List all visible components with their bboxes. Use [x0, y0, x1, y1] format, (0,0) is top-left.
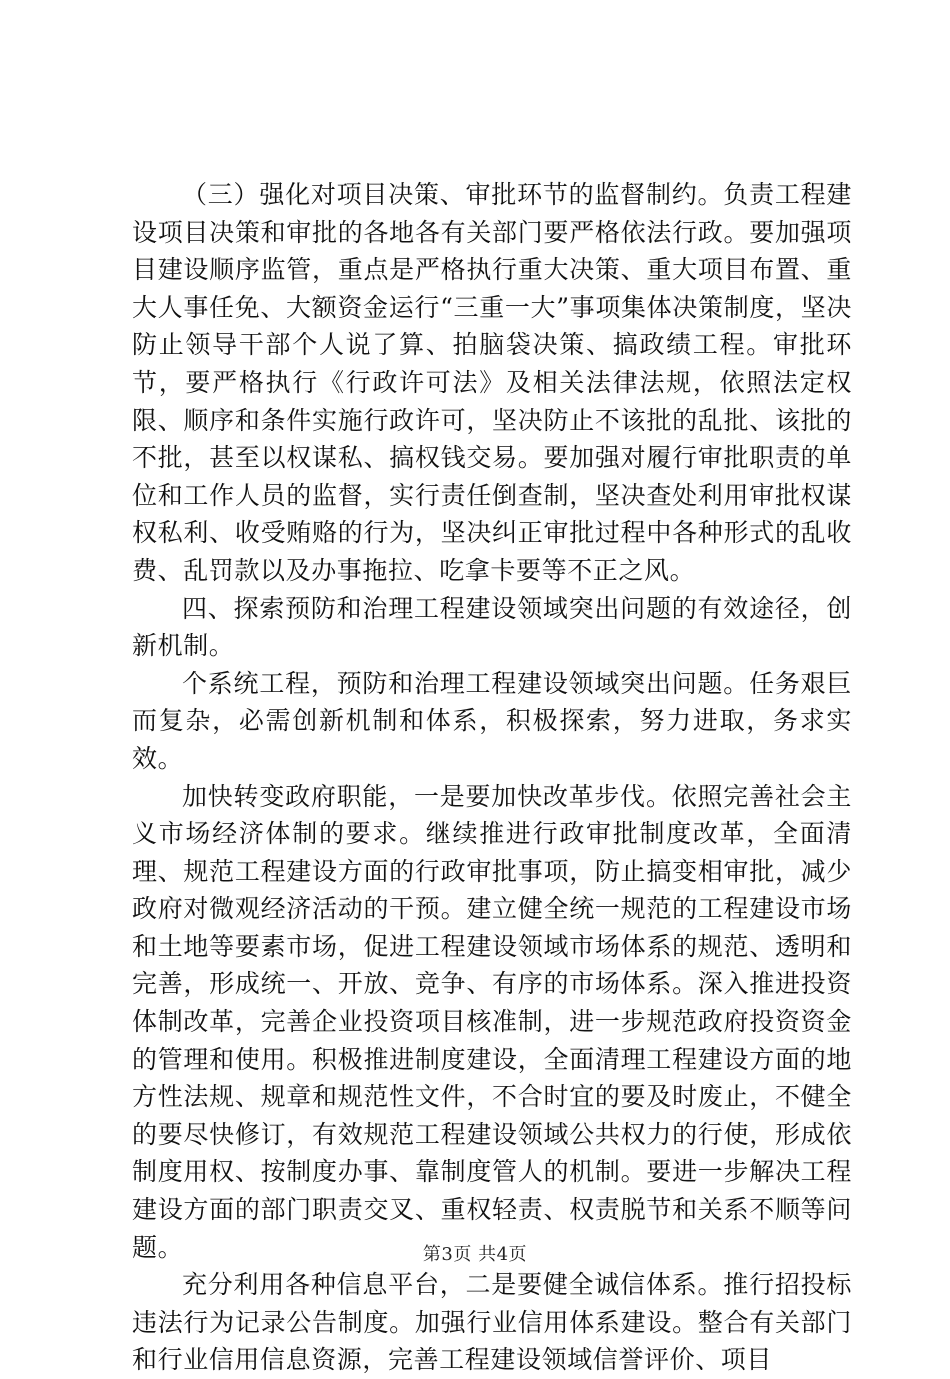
paragraph-supervision: （三）强化对项目决策、审批环节的监督制约。负责工程建设项目决策和审批的各地各有关部门要严格依法行政。要加强项目建设顺序监管，重点是严格执行重大决策、重大项目布置、重大人事任免、大额资金运行“三重一大”事项集体决策制度，坚决防止领导干部个人说了算、拍脑袋决策、搞政绩工程。审批环节，要严格执行《行政许可法》及相关法律法规，依照法定权限、顺序和条件实施行政许可，坚决防止不该批的乱批、该批的不批，甚至以权谋私、搞权钱交易。要加强对履行审批职责的单位和工作人员的监督，实行责任倒查制，坚决查处利用审批权谋权私利、收受贿赂的行为，坚决纠正审批过程中各种形式的乱收费、乱罚款以及办事拖拉、吃拿卡要等不正之风。: [132, 180, 852, 585]
paragraph-government-functions: 加快转变政府职能，一是要加快改革步伐。依照完善社会主义市场经济体制的要求。继续推进行政审批制度改革，全面清理、规范工程建设方面的行政审批事项，防止搞变相审批，减少政府对微观经济活动的干预。建立健全统一规范的工程建设市场和土地等要素市场，促进工程建设领域市场体系的规范、透明和完善，形成统一、开放、竞争、有序的市场体系。深入推进投资体制改革，完善企业投资项目核准制，进一步规范政府投资资金的管理和使用。积极推进制度建设，全面清理工程建设方面的地方性法规、规章和规范性文件，不合时宜的要及时废止，不健全的要尽快修订，有效规范工程建设领域公共权力的行使，形成依制度用权、按制度办事、靠制度管人的机制。要进一步解决工程建设方面的部门职责交叉、重权轻责、权责脱节和关系不顺等问题。: [132, 781, 852, 1262]
paragraph-systems-engineering: 个系统工程，预防和治理工程建设领域突出问题。任务艰巨而复杂，必需创新机制和体系，积极探索，努力进取，务求实效。: [132, 668, 852, 773]
paragraph-credit-system: 充分利用各种信息平台，二是要健全诚信体系。推行招投标违法行为记录公告制度。加强行业信用体系建设。整合有关部门和行业信用信息资源，完善工程建设领域信誉评价、项目: [132, 1270, 852, 1375]
page-number-footer: 第3页 共4页: [422, 1244, 528, 1265]
document-body: [132, 176, 852, 1379]
paragraph-section-four-heading: 四、探索预防和治理工程建设领域突出问题的有效途径，创新机制。: [132, 593, 852, 661]
